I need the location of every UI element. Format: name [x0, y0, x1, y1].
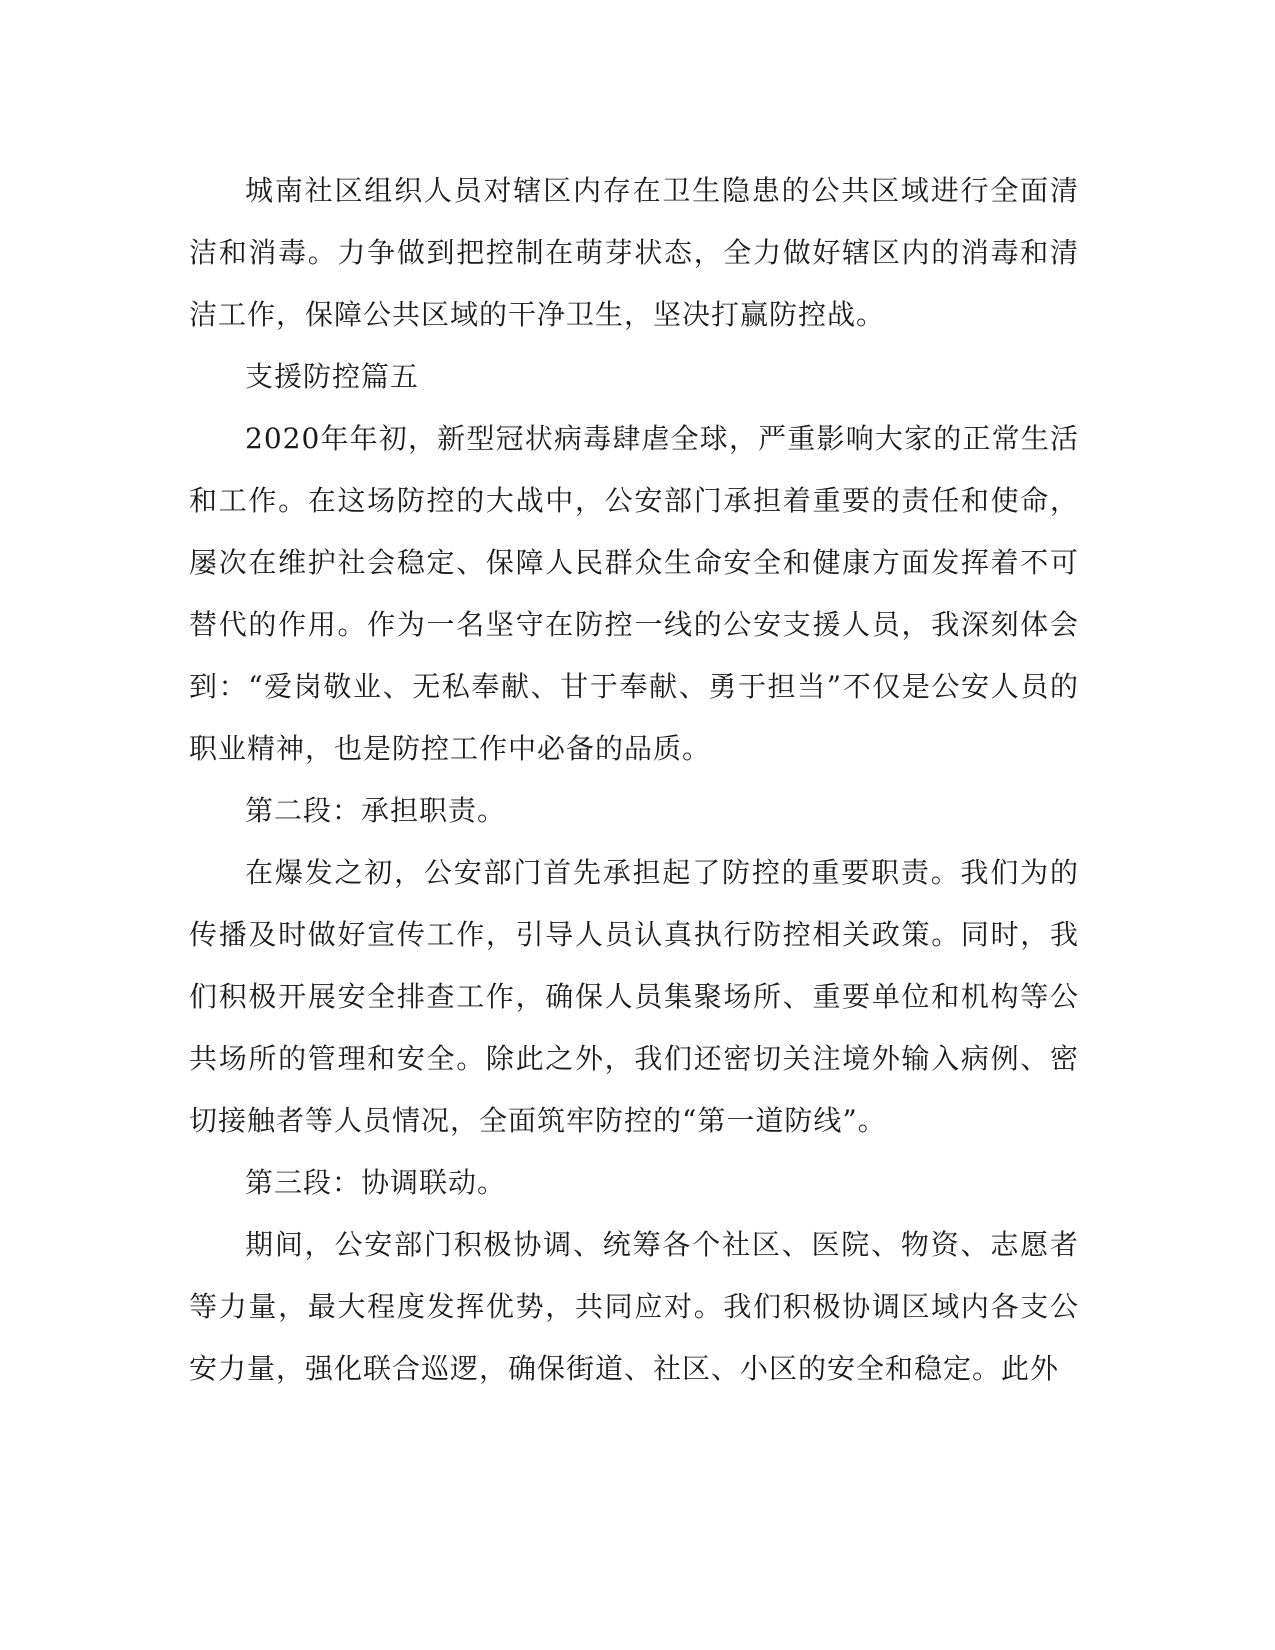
- document-body: [189, 160, 1079, 1400]
- paragraph-duties: 在爆发之初，公安部门首先承担起了防控的重要职责。我们为的传播及时做好宣传工作，引导人员认真执行防控相关政策。同时，我们积极开展安全排查工作，确保人员集聚场所、重要单位和机构等公共场所的管理和安全。除此之外，我们还密切关注境外输入病例、密切接触者等人员情况，全面筑牢防控的“第一道防线”。: [189, 856, 1079, 1137]
- section-heading-coordination: 第三段：协调联动。: [245, 1166, 507, 1199]
- section-heading-support: 支援防控篇五: [245, 360, 420, 393]
- paragraph-intro-2020: 2020年年初，新型冠状病毒肆虐全球，严重影响大家的正常生活和工作。在这场防控的大战中，公安部门承担着重要的责任和使命，屡次在维护社会稳定、保障人民群众生命安全和健康方面发挥着不可替代的作用。作为一名坚守在防控一线的公安支援人员，我深刻体会到：“爱岗敬业、无私奉献、甘于奉献、勇于担当”不仅是公安人员的职业精神，也是防控工作中必备的品质。: [189, 422, 1079, 765]
- paragraph-coordination: 期间，公安部门积极协调、统筹各个社区、医院、物资、志愿者等力量，最大程度发挥优势，共同应对。我们积极协调区域内各支公安力量，强化联合巡逻，确保街道、社区、小区的安全和稳定。此外: [189, 1228, 1079, 1385]
- paragraph-community-cleaning: 城南社区组织人员对辖区内存在卫生隐患的公共区域进行全面清洁和消毒。力争做到把控制在萌芽状态，全力做好辖区内的消毒和清洁工作，保障公共区域的干净卫生，坚决打赢防控战。: [189, 174, 1079, 331]
- section-heading-duties: 第二段：承担职责。: [245, 794, 507, 827]
